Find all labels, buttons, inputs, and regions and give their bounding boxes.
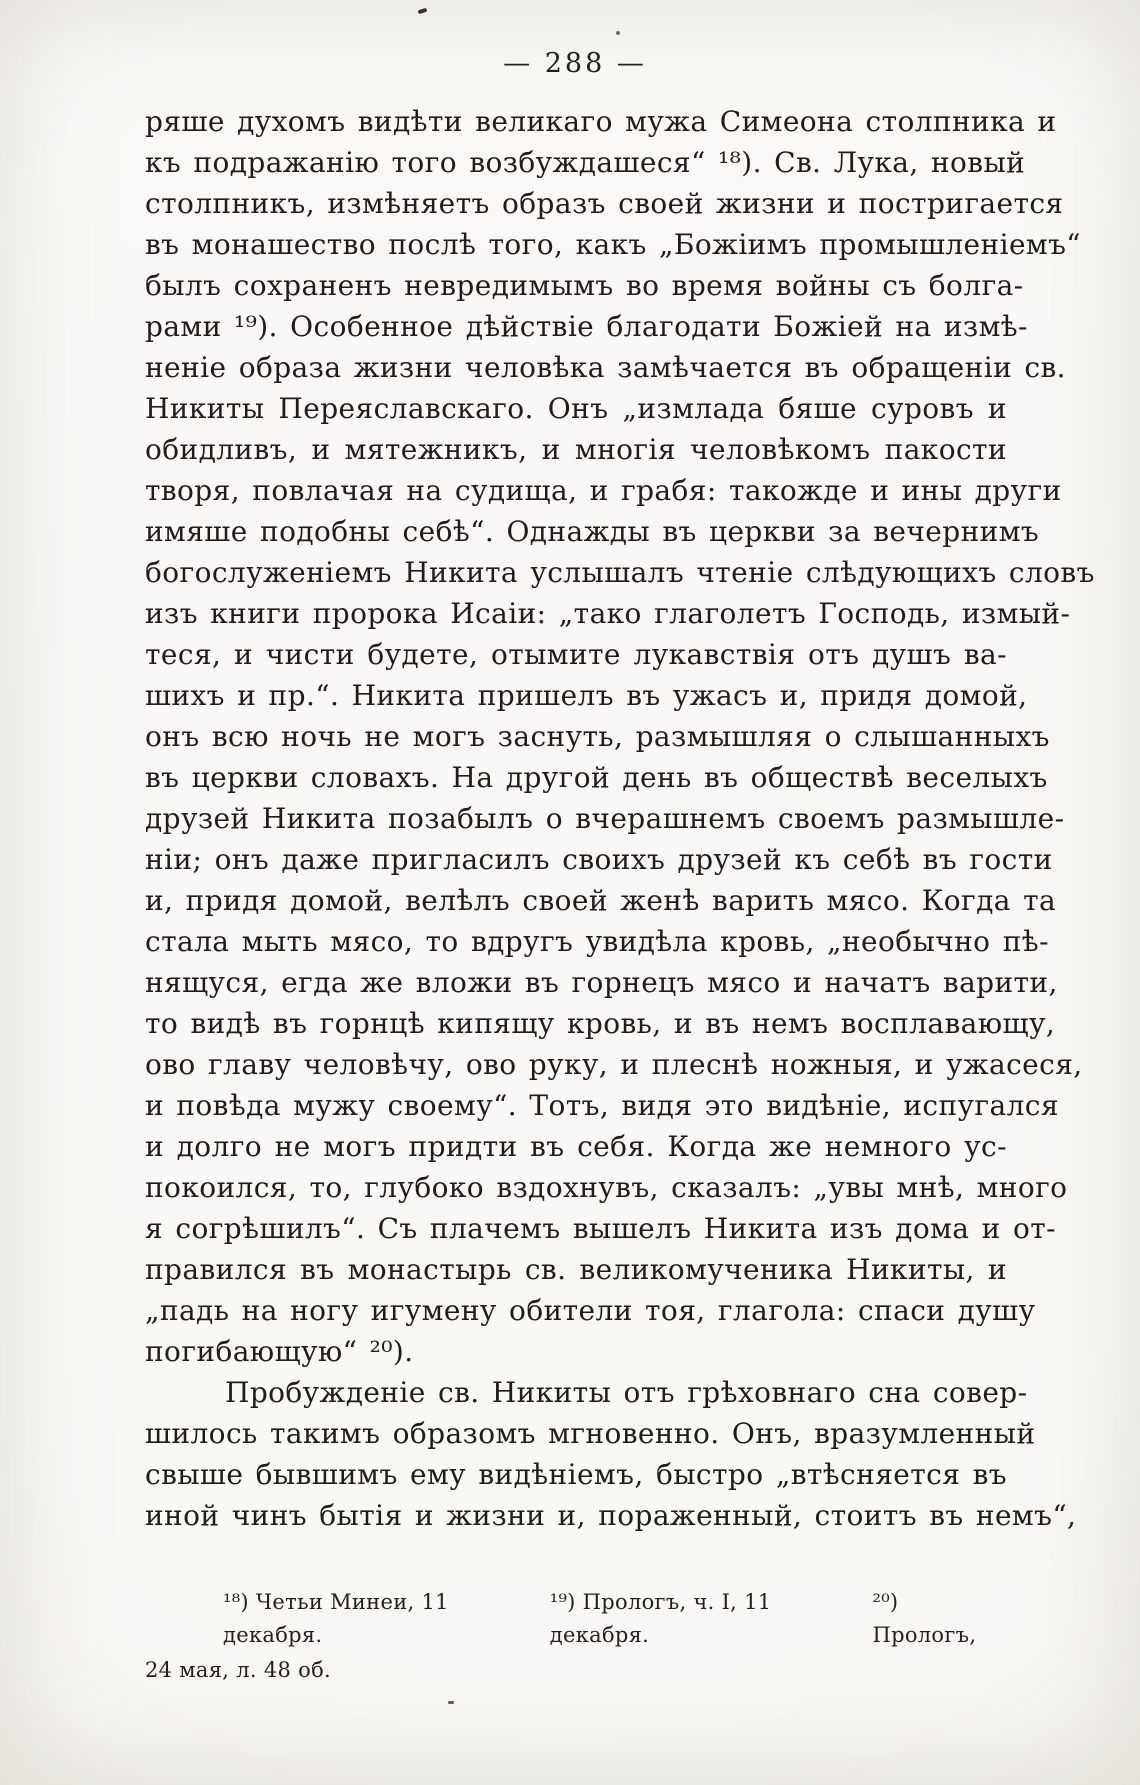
footnote-continuation: 24 мая, л. 48 об. (145, 1658, 331, 1682)
text-line: богослуженіемъ Никита услышалъ чтеніе слѣдующихъ словъ (145, 556, 1095, 589)
text-line: друзей Никита позабылъ о вчерашнемъ своемъ размышле- (145, 802, 1065, 835)
text-line: я согрѣшилъ“. Съ плачемъ вышелъ Никита изъ дома и от- (145, 1212, 1057, 1245)
text-line: къ подражанію того возбуждашеся“ ¹⁸). Св. Лука, новый (145, 146, 1026, 179)
footnotes (145, 1586, 1007, 1687)
text-line: въ церкви словахъ. На другой день въ обществѣ веселыхъ (145, 761, 1048, 794)
text-line: ово главу человѣчу, ово руку, и плеснѣ ножныя, и ужасеся, (145, 1048, 1083, 1081)
text-line: ніи; онъ даже пригласилъ своихъ друзей къ себѣ въ гости (145, 843, 1053, 876)
text-line: теся, и чисти будете, отымите лукавствія отъ душъ ва- (145, 638, 1007, 671)
text-line: рами ¹⁹). Особенное дѣйствіе благодати Божіей на измѣ- (145, 310, 1028, 343)
text-line: то видѣ въ горнцѣ кипящу кровь, и въ немъ восплавающу, (145, 1007, 1056, 1040)
text-line: онъ всю ночь не могъ заснуть, размышляя о слышанныхъ (145, 720, 1050, 753)
text-line: нящуся, егда же вложи въ горнецъ мясо и начатъ варити, (145, 966, 1058, 999)
text-line: правился въ монастырь св. великомученика Никиты, и (145, 1253, 1007, 1286)
footnote-entry: ²⁰) Прологъ, (872, 1590, 977, 1647)
text-line: шихъ и пр.“. Никита пришелъ въ ужасъ и, придя домой, (145, 679, 1028, 712)
text-line: и долго не могъ придти въ себя. Когда же немного ус- (145, 1130, 1007, 1163)
footnote-entry: ¹⁸) Четьи Минеи, 11 декабря. (223, 1590, 449, 1647)
text-line: стала мыть мясо, то вдругъ увидѣла кровь, „необычно пѣ- (145, 925, 1049, 958)
text-line: покоился, то, глубоко вздохнувъ, сказалъ: „увы мнѣ, много (145, 1171, 1068, 1204)
text-line: изъ книги пророка Исаіи: „тако глаголетъ Господь, измый- (145, 597, 1071, 630)
text-line: и, придя домой, велѣлъ своей женѣ варить мясо. Когда та (145, 884, 1057, 917)
text-line-paragraph-start: Пробужденіе св. Никиты отъ грѣховнаго сна совер- (225, 1376, 1028, 1409)
text-line: въ монашество послѣ того, какъ „Божіимъ промышленіемъ“ (145, 228, 1082, 261)
text-line: былъ сохраненъ невредимымъ во время войны съ болга- (145, 269, 1024, 302)
text-line: и повѣда мужу своему“. Тотъ, видя это видѣніе, испугался (145, 1089, 1059, 1122)
ink-speck (418, 8, 428, 15)
text-line: „падь на ногу игумену обители тоя, глагола: спаси душу (145, 1294, 1036, 1327)
text-line: неніе образа жизни человѣка замѣчается въ обращеніи св. (145, 351, 1066, 384)
ink-speck (448, 1701, 454, 1704)
text-line: имяше подобны себѣ“. Однажды въ церкви за вечернимъ (145, 515, 1040, 548)
text-line: свыше бывшимъ ему видѣніемъ, быстро „втѣсняется въ (145, 1458, 1007, 1491)
text-line: ряше духомъ видѣти великаго мужа Симеона столпника и (145, 105, 1057, 138)
ink-speck (616, 31, 620, 35)
text-line: шилось такимъ образомъ мгновенно. Онъ, вразумленный (145, 1417, 1036, 1450)
footnote-entry: ¹⁹) Прологъ, ч. I, 11 декабря. (549, 1590, 772, 1647)
text-line: творя, повлачая на судища, и грабя: такожде и ины други (145, 474, 1062, 507)
page-number: — 288 — (503, 48, 647, 79)
text-line: погибающую“ ²⁰). (145, 1335, 414, 1368)
text-line: столпникъ, измѣняетъ образъ своей жизни и постригается (145, 187, 1064, 220)
text-line: Никиты Переяславскаго. Онъ „измлада бяше суровъ и (145, 392, 1007, 425)
text-line: иной чинъ бытія и жизни и, пораженный, стоитъ въ немъ“, (145, 1499, 1077, 1532)
body-text (145, 101, 1095, 1536)
footnote-row (145, 1586, 1007, 1652)
text-line: обидливъ, и мятежникъ, и многія человѣкомъ пакости (145, 433, 1007, 466)
